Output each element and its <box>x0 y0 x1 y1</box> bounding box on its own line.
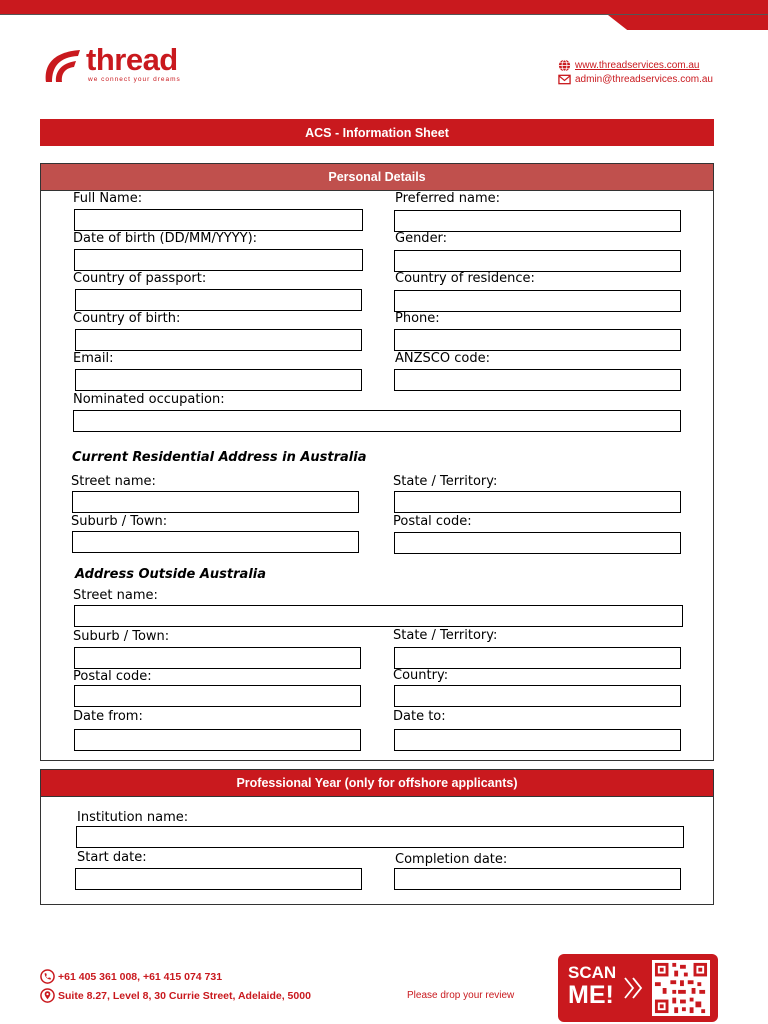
scan-me-badge[interactable] <box>558 954 718 1022</box>
outside-postal-field[interactable] <box>74 685 361 707</box>
occupation-label: Nominated occupation: <box>73 392 225 407</box>
email-contact <box>558 73 713 86</box>
professional-year-section <box>40 769 714 905</box>
outside-state-field[interactable] <box>394 647 681 669</box>
institution-label: Institution name: <box>77 810 189 825</box>
email-address[interactable]: admin@threadservices.com.au <box>575 74 713 85</box>
phone-field[interactable] <box>394 329 681 351</box>
date-to-label: Date to: <box>393 709 446 724</box>
start-date-label: Start date: <box>77 850 147 865</box>
office-address: Suite 8.27, Level 8, 30 Currie Street, Adelaide, 5000 <box>58 989 311 1002</box>
personal-details-heading: Personal Details <box>40 163 714 191</box>
email-field[interactable] <box>75 369 362 391</box>
preferred-name-field[interactable] <box>394 210 681 232</box>
au-postal-field[interactable] <box>394 532 681 554</box>
personal-details-section <box>40 163 714 761</box>
outside-state-label: State / Territory: <box>393 628 498 643</box>
brand-tagline: we connect your dreams <box>88 76 181 83</box>
country-residence-label: Country of residence: <box>395 271 535 286</box>
outside-street-label: Street name: <box>73 588 158 603</box>
footer-phones <box>40 969 222 984</box>
country-passport-field[interactable] <box>75 289 362 311</box>
date-to-field[interactable] <box>394 729 681 751</box>
website-link[interactable]: www.threadservices.com.au <box>575 60 700 71</box>
full-name-field[interactable] <box>74 209 363 231</box>
thread-logo-icon <box>42 46 82 84</box>
occupation-field[interactable] <box>73 410 681 432</box>
professional-year-heading: Professional Year (only for offshore applicants) <box>40 769 714 797</box>
globe-icon <box>558 59 571 72</box>
review-prompt: Please drop your review <box>407 990 515 1001</box>
phone-numbers[interactable]: +61 405 361 008, +61 415 074 731 <box>58 970 223 983</box>
qr-code-icon[interactable] <box>652 960 710 1016</box>
dob-field[interactable] <box>74 249 363 271</box>
email-label: Email: <box>73 351 114 366</box>
outside-country-label: Country: <box>393 668 449 683</box>
country-birth-label: Country of birth: <box>73 311 181 326</box>
phone-icon <box>40 969 55 984</box>
scan-label: SCAN <box>568 963 617 982</box>
location-pin-icon <box>40 988 55 1003</box>
date-from-label: Date from: <box>73 709 143 724</box>
outside-suburb-field[interactable] <box>74 647 361 669</box>
au-street-field[interactable] <box>72 491 359 513</box>
phone-label: Phone: <box>395 311 440 326</box>
preferred-name-label: Preferred name: <box>395 191 501 206</box>
chevron-right-icon <box>622 974 644 1002</box>
me-label: ME! <box>568 981 614 1009</box>
au-postal-label: Postal code: <box>393 514 472 529</box>
gender-field[interactable] <box>394 250 681 272</box>
outside-address-heading: Address Outside Australia <box>75 567 267 582</box>
gender-label: Gender: <box>395 231 448 246</box>
au-suburb-field[interactable] <box>72 531 359 553</box>
country-passport-label: Country of passport: <box>73 271 207 286</box>
full-name-label: Full Name: <box>73 191 143 206</box>
au-address-heading: Current Residential Address in Australia <box>72 450 367 465</box>
footer-address <box>40 988 311 1003</box>
au-suburb-label: Suburb / Town: <box>71 514 168 529</box>
institution-field[interactable] <box>76 826 684 848</box>
brand-logo <box>42 44 212 86</box>
completion-date-field[interactable] <box>394 868 681 890</box>
mail-icon <box>558 73 571 86</box>
date-from-field[interactable] <box>74 729 361 751</box>
au-state-field[interactable] <box>394 491 681 513</box>
page-title: ACS - Information Sheet <box>40 119 714 146</box>
au-state-label: State / Territory: <box>393 474 498 489</box>
top-banner <box>0 0 768 15</box>
completion-date-label: Completion date: <box>395 852 508 867</box>
top-banner-flap <box>608 15 768 30</box>
anzsco-label: ANZSCO code: <box>395 351 490 366</box>
outside-postal-label: Postal code: <box>73 669 152 684</box>
outside-country-field[interactable] <box>394 685 681 707</box>
country-residence-field[interactable] <box>394 290 681 312</box>
au-street-label: Street name: <box>71 474 156 489</box>
website-contact <box>558 59 700 72</box>
brand-name: thread <box>86 42 178 77</box>
outside-suburb-label: Suburb / Town: <box>73 629 170 644</box>
dob-label: Date of birth (DD/MM/YYYY): <box>73 231 258 246</box>
outside-street-field[interactable] <box>74 605 683 627</box>
start-date-field[interactable] <box>75 868 362 890</box>
anzsco-field[interactable] <box>394 369 681 391</box>
country-birth-field[interactable] <box>75 329 362 351</box>
